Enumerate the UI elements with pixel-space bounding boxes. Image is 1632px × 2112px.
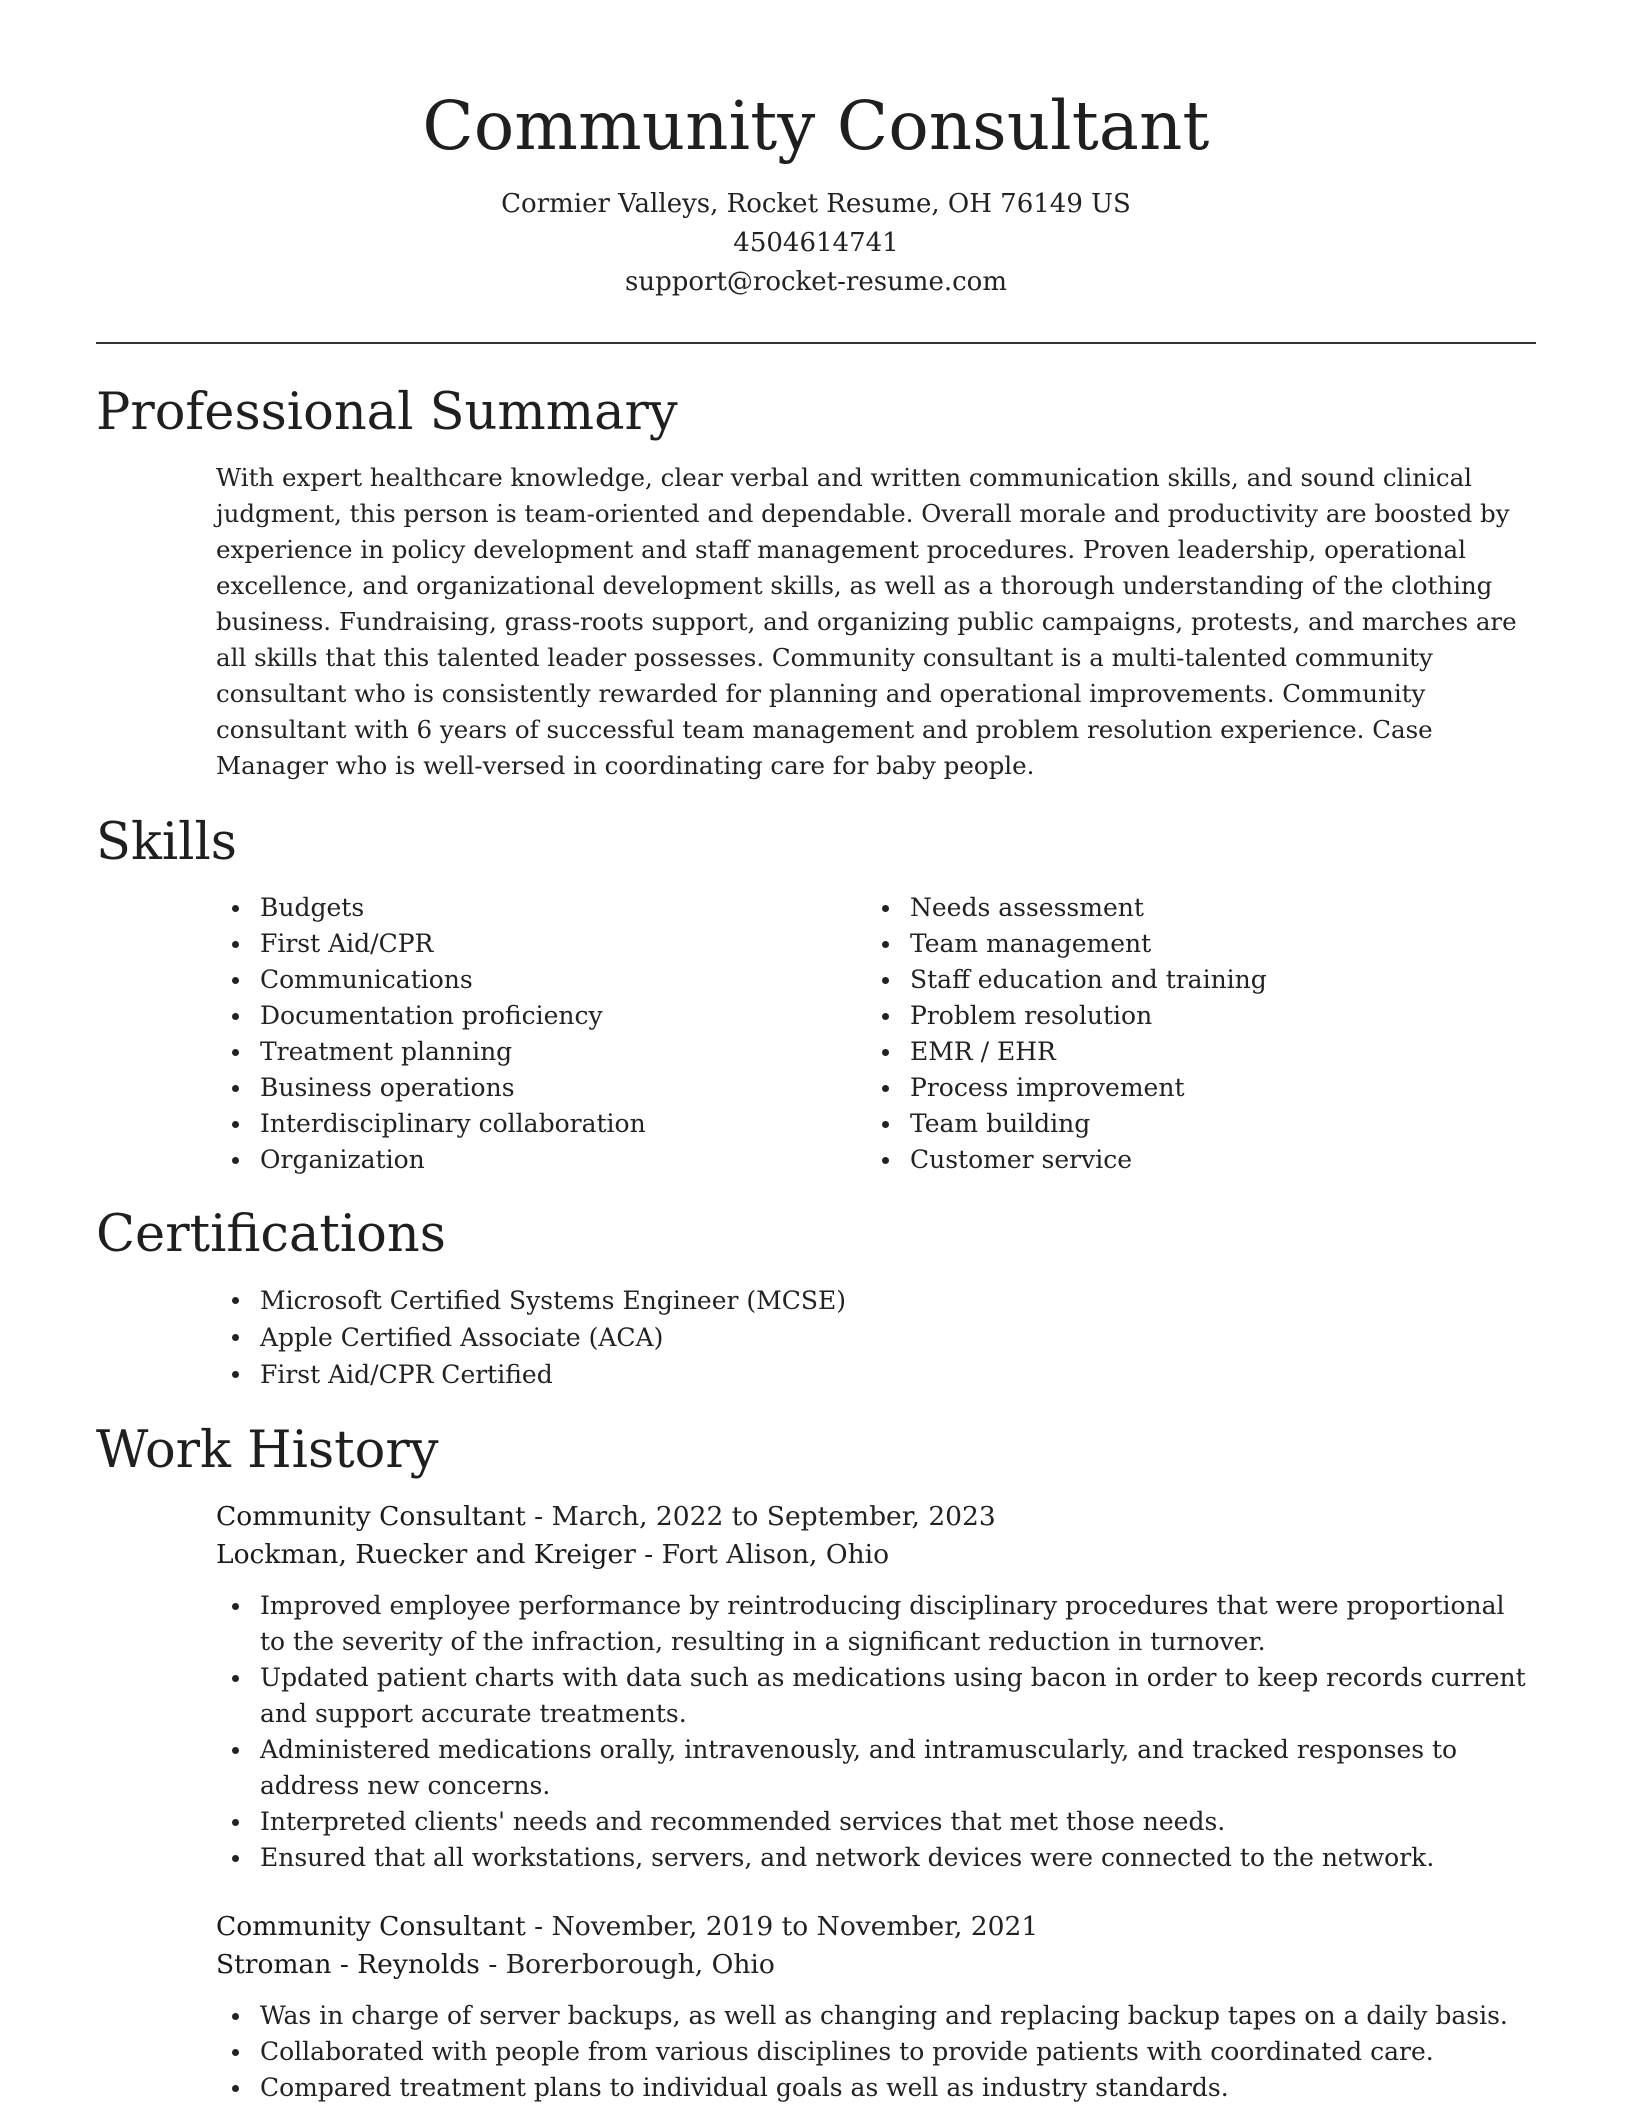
job-company-line (216, 1536, 1536, 1574)
job-separator: - (525, 1911, 552, 1942)
job-dates: November, 2019 to November, 2021 (551, 1911, 1039, 1942)
skill-item: EMR / EHR (866, 1034, 1516, 1070)
skill-item: Customer service (866, 1142, 1516, 1178)
job-separator: - (479, 1949, 506, 1980)
skills-columns (216, 890, 1536, 1178)
job-bullets (216, 1998, 1536, 2106)
job-title-line (216, 1498, 1536, 1536)
job-location: Borerborough, Ohio (505, 1949, 775, 1980)
section-title-professional-summary: Professional Summary (96, 383, 678, 442)
skill-item: Team management (866, 926, 1516, 962)
section-title-skills: Skills (96, 813, 237, 872)
section-title-certifications: Certifications (96, 1205, 446, 1264)
job-entry (216, 1498, 1536, 1876)
job-company-line (216, 1946, 1536, 1984)
resume-header (96, 78, 1536, 302)
certifications-list (216, 1282, 1536, 1393)
certifications-section (96, 1202, 1536, 1393)
job-location: Fort Alison, Ohio (661, 1539, 890, 1570)
skills-section (96, 810, 1536, 1178)
job-bullet: Ensured that all workstations, servers, and network devices were connected to the network. (216, 1840, 1536, 1876)
job-bullet: Collaborated with people from various disciplines to provide patients with coordinated care. (216, 2034, 1536, 2070)
skill-item: Process improvement (866, 1070, 1516, 1106)
skill-item: Staff education and training (866, 962, 1516, 998)
job-company: Stroman - Reynolds (216, 1949, 480, 1980)
job-title-line (216, 1908, 1536, 1946)
skill-item: Needs assessment (866, 890, 1516, 926)
email: support@rocket-resume.com (624, 267, 1007, 297)
job-company: Lockman, Ruecker and Kreiger (216, 1539, 636, 1570)
skill-item: Documentation proficiency (216, 998, 866, 1034)
job-title: Community Consultant (216, 1911, 526, 1942)
job-bullet: Improved employee performance by reintroducing disciplinary procedures that were proportional to the severity of the infraction, resulting in a significant reduction in turnover. (216, 1588, 1536, 1660)
job-bullet: Compared treatment plans to individual goals as well as industry standards. (216, 2070, 1536, 2106)
professional-summary-section (96, 380, 1536, 784)
job-bullet: Administered medications orally, intravenously, and intramuscularly, and tracked responses to address new concerns. (216, 1732, 1536, 1804)
skill-item: First Aid/CPR (216, 926, 866, 962)
job-bullet: Was in charge of server backups, as well as changing and replacing backup tapes on a daily basis. (216, 1998, 1536, 2034)
job-dates: March, 2022 to September, 2023 (551, 1501, 996, 1532)
summary-text: With expert healthcare knowledge, clear verbal and written communication skills, and sound clinical judgment, this person is team-oriented and dependable. Overall morale and productivity are boosted by experience in policy development and staff management procedures. Proven leadership, operational excellence, and organizational development skills, as well as a thorough understanding of the clothing business. Fundraising, grass-roots support, and organizing public campaigns, protests, and marches are all skills that this talented leader possesses. Community consultant is a multi-talented community consultant who is consistently rewarded for planning and operational improvements. Community consultant with 6 years of successful team management and problem resolution experience. Case Manager who is well-versed in coordinating care for baby people. (216, 463, 1517, 780)
skill-item: Treatment planning (216, 1034, 866, 1070)
section-title-work-history: Work History (96, 1421, 439, 1480)
certification-item: Microsoft Certified Systems Engineer (MCSE) (216, 1282, 1536, 1319)
skill-item: Team building (866, 1106, 1516, 1142)
resume-name: Community Consultant (422, 87, 1210, 165)
skills-left-list (216, 890, 866, 1178)
address: Cormier Valleys, Rocket Resume, OH 76149 US (501, 189, 1131, 219)
job-bullet: Interpreted clients' needs and recommended services that met those needs. (216, 1804, 1536, 1840)
job-bullet: Updated patient charts with data such as medications using bacon in order to keep records current and support accurate treatments. (216, 1660, 1536, 1732)
skill-item: Interdisciplinary collaboration (216, 1106, 866, 1142)
job-bullets (216, 1588, 1536, 1876)
skill-item: Budgets (216, 890, 866, 926)
skill-item: Communications (216, 962, 866, 998)
job-separator: - (525, 1501, 552, 1532)
certification-item: First Aid/CPR Certified (216, 1356, 1536, 1393)
skills-right-list (866, 890, 1516, 1178)
job-title: Community Consultant (216, 1501, 526, 1532)
skill-item: Business operations (216, 1070, 866, 1106)
skill-item: Problem resolution (866, 998, 1516, 1034)
contact-block (96, 185, 1536, 302)
certification-item: Apple Certified Associate (ACA) (216, 1319, 1536, 1356)
job-separator: - (635, 1539, 662, 1570)
job-entry (216, 1908, 1536, 2106)
skill-item: Organization (216, 1142, 866, 1178)
work-history-section (96, 1418, 1536, 2106)
header-divider (96, 342, 1536, 344)
phone: 4504614741 (733, 228, 899, 258)
